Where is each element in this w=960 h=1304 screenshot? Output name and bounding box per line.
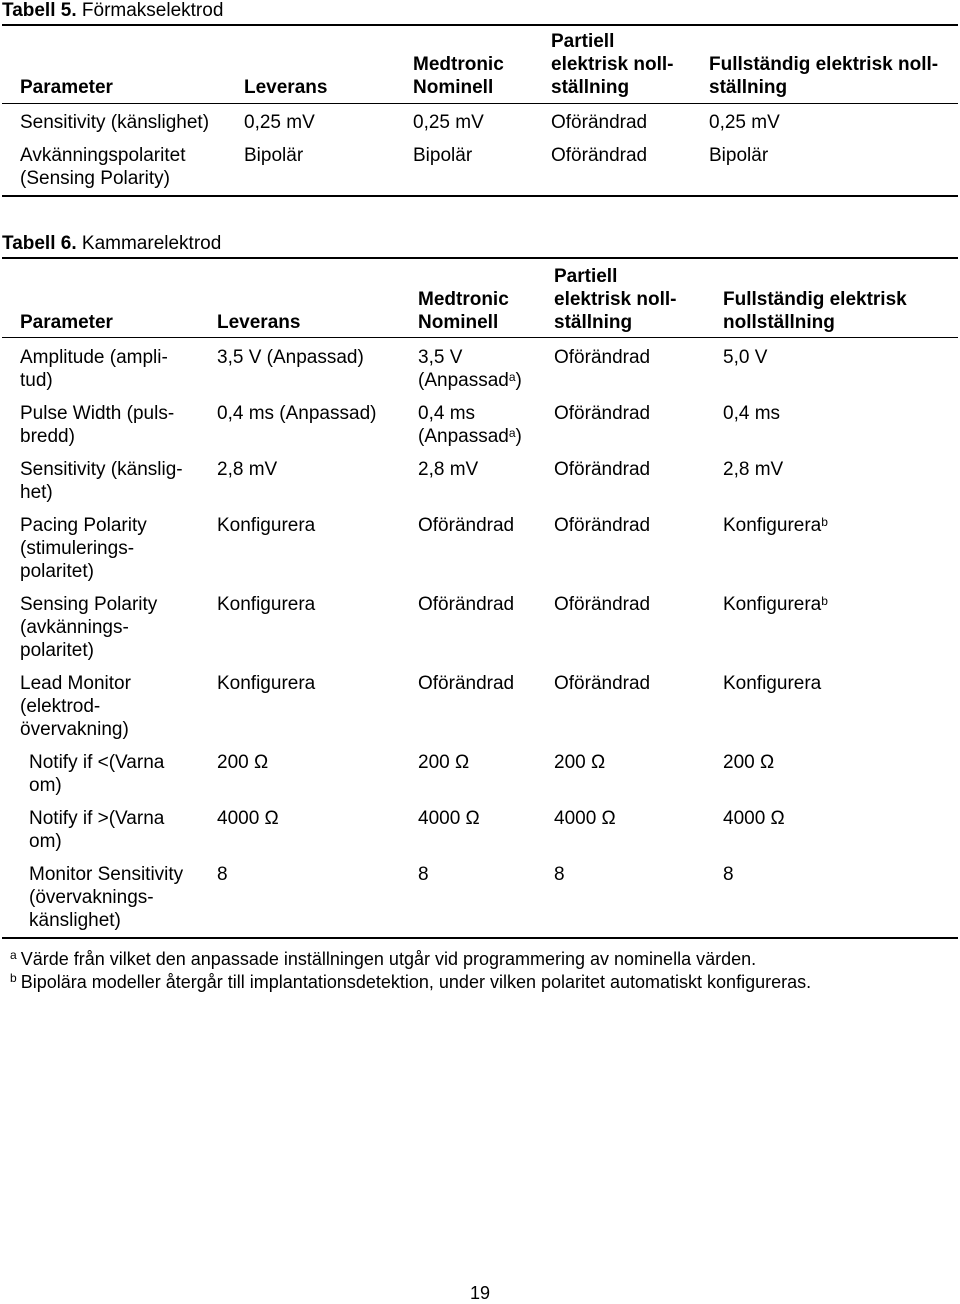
footnote-b-ref: b bbox=[821, 515, 828, 529]
table6-row8-param-line2: om) bbox=[29, 831, 62, 852]
table6-row1-param bbox=[20, 346, 168, 392]
table6-row4-param-line3: polaritet) bbox=[20, 561, 94, 582]
table6-row4-param-line2: (stimulerings- bbox=[20, 538, 135, 559]
table6-row7-param-line1: Notify if <(Varna bbox=[29, 752, 165, 773]
table6-caption-text: Kammarelektrod bbox=[76, 233, 222, 254]
table6-row6-medtronic: Oförändrad bbox=[418, 673, 515, 694]
table6-row9-param-line3: känslighet) bbox=[29, 910, 121, 931]
table6-row1-medtronic-anpassad: (Anpassad bbox=[418, 370, 509, 391]
table5-bottom-rule bbox=[2, 195, 958, 197]
footnote-b-ref: b bbox=[821, 594, 828, 608]
table5-header-partiell-line2: elektrisk noll- bbox=[551, 54, 674, 75]
table6-header-partiell-line2: elektrisk noll- bbox=[554, 289, 677, 310]
footnote-a-ref: a bbox=[508, 370, 516, 384]
table6-row9-leverans: 8 bbox=[217, 864, 228, 885]
table6-row7-leverans: 200 Ω bbox=[217, 752, 269, 773]
table5-top-rule bbox=[2, 24, 958, 26]
table6-row1-leverans: 3,5 V (Anpassad) bbox=[217, 347, 364, 368]
table6-row1-partiell: Oförändrad bbox=[554, 347, 651, 368]
table5-header-parameter: Parameter bbox=[20, 77, 113, 98]
table6-header-leverans: Leverans bbox=[217, 312, 301, 333]
table6-row7-fullstandig: 200 Ω bbox=[723, 752, 775, 773]
table6-row1-medtronic-close: ) bbox=[515, 370, 522, 391]
table5-caption-text: Förmakselektrod bbox=[76, 0, 224, 21]
table6-row4-partiell: Oförändrad bbox=[554, 515, 651, 536]
table6-row7-param-line2: om) bbox=[29, 775, 62, 796]
table6-row1-fullstandig: 5,0 V bbox=[723, 347, 768, 368]
table6-header-partiell bbox=[554, 265, 677, 334]
table6-row9-partiell: 8 bbox=[554, 864, 565, 885]
table6-header-medtronic bbox=[418, 288, 509, 334]
table5-header-fullstandig bbox=[709, 53, 938, 99]
table6-row8-param-line1: Notify if >(Varna bbox=[29, 808, 165, 829]
table6-row2-param-line2: bredd) bbox=[20, 426, 75, 447]
table5-header-medtronic-line2: Nominell bbox=[413, 77, 494, 98]
table6-row6-param-line3: övervakning) bbox=[20, 719, 129, 740]
footnote-a bbox=[10, 948, 756, 973]
table6-row1-medtronic-line1: 3,5 V bbox=[418, 347, 463, 368]
table6-row6-param-line1: Lead Monitor bbox=[20, 673, 131, 694]
table6-row5-param bbox=[20, 593, 157, 662]
table6-header-partiell-line1: Partiell bbox=[554, 266, 618, 287]
table6-row4-fullstandig-text: Konfigurera bbox=[723, 515, 822, 536]
table5-header-medtronic bbox=[413, 53, 504, 99]
table6-header-medtronic-line1: Medtronic bbox=[418, 289, 509, 310]
table6-row4-fullstandig bbox=[723, 514, 828, 537]
table6-row8-fullstandig: 4000 Ω bbox=[723, 808, 785, 829]
table6-row3-medtronic: 2,8 mV bbox=[418, 459, 479, 480]
table5-row1-partiell: Oförändrad bbox=[551, 112, 648, 133]
footnote-b-mark: b bbox=[10, 971, 17, 985]
table6-bottom-rule bbox=[2, 937, 958, 939]
table6-row1-param-line2: tud) bbox=[20, 370, 53, 391]
table6-row2-param bbox=[20, 402, 174, 448]
table6-header-medtronic-line2: Nominell bbox=[418, 312, 499, 333]
table6-row3-param-line2: het) bbox=[20, 482, 53, 503]
footnote-b-text: Bipolära modeller återgår till implantationsdetektion, under vilken polaritet automatiskt konfigureras. bbox=[20, 972, 812, 992]
table6-row7-medtronic: 200 Ω bbox=[418, 752, 470, 773]
table6-row9-fullstandig: 8 bbox=[723, 864, 734, 885]
table6-row6-param bbox=[20, 672, 131, 741]
table5-row1-param: Sensitivity (känslighet) bbox=[20, 112, 210, 133]
table6-row6-leverans: Konfigurera bbox=[217, 673, 316, 694]
table6-row4-param bbox=[20, 514, 147, 583]
table6-row9-param bbox=[29, 863, 183, 932]
table6-row4-leverans: Konfigurera bbox=[217, 515, 316, 536]
table6-row5-param-line3: polaritet) bbox=[20, 640, 94, 661]
table5-row1-leverans: 0,25 mV bbox=[244, 112, 315, 133]
table6-row8-partiell: 4000 Ω bbox=[554, 808, 616, 829]
table5-header-fullstandig-line2: ställning bbox=[709, 77, 788, 98]
table5-caption bbox=[2, 0, 223, 22]
table6-header-fullstandig bbox=[723, 288, 907, 334]
table5-header-fullstandig-line1: Fullständig elektrisk noll- bbox=[709, 54, 939, 75]
footnote-a-ref: a bbox=[508, 426, 516, 440]
table6-row2-partiell: Oförändrad bbox=[554, 403, 651, 424]
table6-header-parameter: Parameter bbox=[20, 312, 113, 333]
table6-row8-param bbox=[29, 807, 164, 853]
table6-caption-label: Tabell 6. bbox=[2, 233, 77, 254]
table6-row5-medtronic: Oförändrad bbox=[418, 594, 515, 615]
table5-row1-medtronic: 0,25 mV bbox=[413, 112, 484, 133]
table5-row2-medtronic: Bipolär bbox=[413, 145, 473, 166]
table6-row7-param bbox=[29, 751, 164, 797]
table6-row5-leverans: Konfigurera bbox=[217, 594, 316, 615]
table6-row4-param-line1: Pacing Polarity bbox=[20, 515, 147, 536]
table6-row5-param-line2: (avkännings- bbox=[20, 617, 129, 638]
table6-row3-param bbox=[20, 458, 183, 504]
table6-row2-medtronic-close: ) bbox=[515, 426, 522, 447]
table6-row4-medtronic: Oförändrad bbox=[418, 515, 515, 536]
table6-row9-param-line2: (övervaknings- bbox=[29, 887, 154, 908]
table5-row2-param-line1: Avkänningspolaritet bbox=[20, 145, 186, 166]
page-number: 19 bbox=[469, 1283, 491, 1303]
table5-row2-partiell: Oförändrad bbox=[551, 145, 648, 166]
table6-row1-medtronic bbox=[418, 346, 522, 392]
table5-row2-fullstandig: Bipolär bbox=[709, 145, 769, 166]
table5-header-partiell-line1: Partiell bbox=[551, 31, 615, 52]
footnote-a-mark: a bbox=[10, 948, 17, 962]
table5-row2-param-line2: (Sensing Polarity) bbox=[20, 168, 170, 189]
table6-row5-param-line1: Sensing Polarity bbox=[20, 594, 158, 615]
table5-header-medtronic-line1: Medtronic bbox=[413, 54, 504, 75]
footnote-a-text: Värde från vilket den anpassade inställningen utgår vid programmering av nominella värden. bbox=[20, 949, 757, 969]
table6-row3-param-line1: Sensitivity (känslig- bbox=[20, 459, 183, 480]
table6-row2-medtronic bbox=[418, 402, 522, 448]
table6-row7-partiell: 200 Ω bbox=[554, 752, 606, 773]
table6-row2-medtronic-line2 bbox=[418, 425, 522, 448]
table6-top-rule bbox=[2, 257, 958, 259]
table6-row5-fullstandig-text: Konfigurera bbox=[723, 594, 822, 615]
table6-row9-medtronic: 8 bbox=[418, 864, 429, 885]
table5-row2-param bbox=[20, 144, 185, 190]
table6-row6-partiell: Oförändrad bbox=[554, 673, 651, 694]
table6-header-partiell-line3: ställning bbox=[554, 312, 633, 333]
table6-row3-fullstandig: 2,8 mV bbox=[723, 459, 784, 480]
table5-header-partiell bbox=[551, 30, 674, 99]
table6-row2-medtronic-anpassad: (Anpassad bbox=[418, 426, 509, 447]
table6-row8-medtronic: 4000 Ω bbox=[418, 808, 480, 829]
table6-row2-leverans: 0,4 ms (Anpassad) bbox=[217, 403, 377, 424]
table5-header-partiell-line3: ställning bbox=[551, 77, 630, 98]
table6-row3-leverans: 2,8 mV bbox=[217, 459, 278, 480]
table6-row3-partiell: Oförändrad bbox=[554, 459, 651, 480]
table6-row1-param-line1: Amplitude (ampli- bbox=[20, 347, 168, 368]
table6-row6-fullstandig: Konfigurera bbox=[723, 673, 822, 694]
table6-row2-fullstandig: 0,4 ms bbox=[723, 403, 781, 424]
table6-row8-leverans: 4000 Ω bbox=[217, 808, 279, 829]
table5-row2-leverans: Bipolär bbox=[244, 145, 304, 166]
table5-row1-fullstandig: 0,25 mV bbox=[709, 112, 780, 133]
table6-header-fullstandig-line1: Fullständig elektrisk bbox=[723, 289, 907, 310]
table6-caption bbox=[2, 233, 221, 255]
table6-row6-param-line2: (elektrod- bbox=[20, 696, 101, 717]
table5-header-rule bbox=[2, 103, 958, 104]
table6-header-rule bbox=[2, 337, 958, 338]
table6-header-fullstandig-line2: nollställning bbox=[723, 312, 835, 333]
footnote-b bbox=[10, 971, 811, 996]
table6-row5-partiell: Oförändrad bbox=[554, 594, 651, 615]
table6-row9-param-line1: Monitor Sensitivity bbox=[29, 864, 184, 885]
table5-header-leverans: Leverans bbox=[244, 77, 328, 98]
table6-row2-medtronic-line1: 0,4 ms bbox=[418, 403, 476, 424]
table5-caption-label: Tabell 5. bbox=[2, 0, 77, 21]
table6-row1-medtronic-line2 bbox=[418, 369, 522, 392]
table6-row5-fullstandig bbox=[723, 593, 828, 616]
table6-row2-param-line1: Pulse Width (puls- bbox=[20, 403, 175, 424]
